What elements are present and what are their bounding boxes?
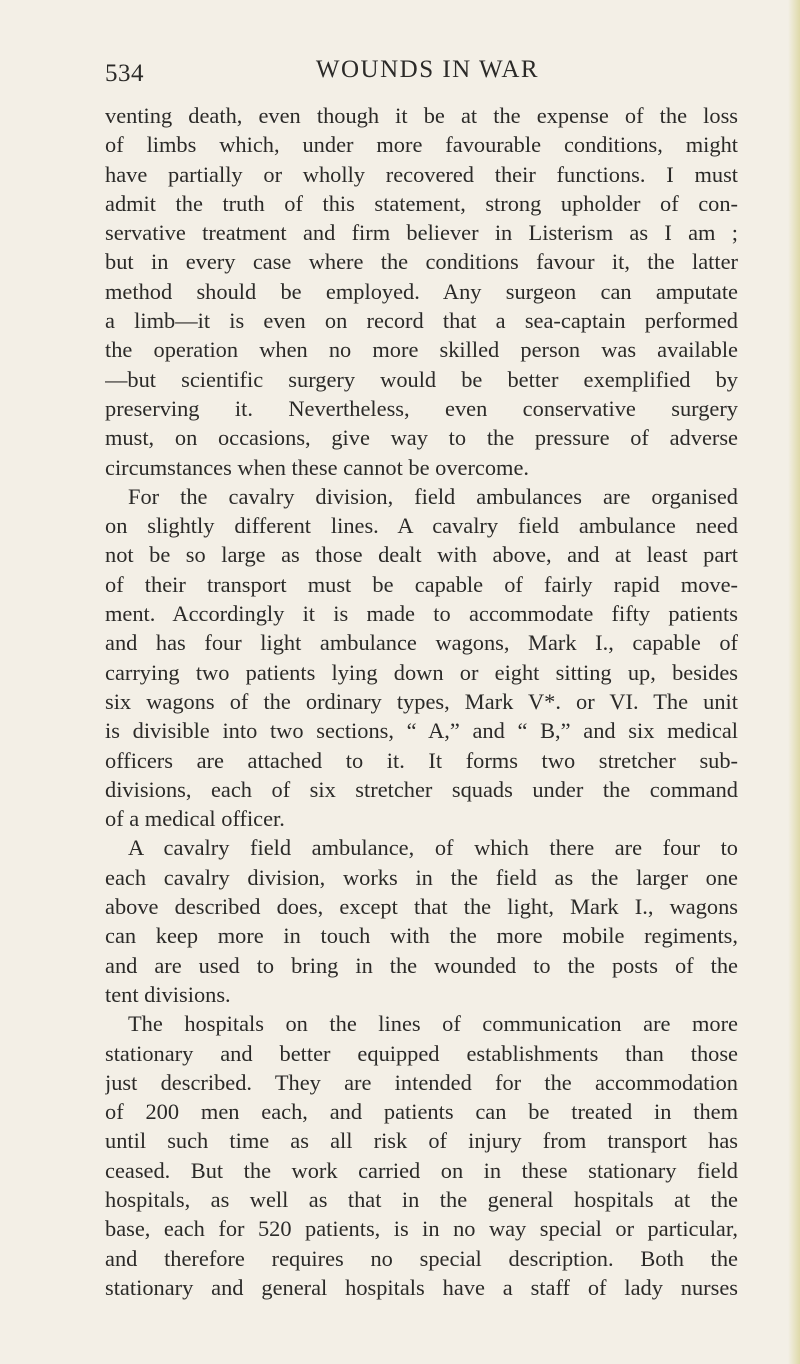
text-line: base, each for 520 patients, is in no way special or particular,: [105, 1216, 738, 1242]
text-line: of limbs which, under more favourable conditions, might: [105, 132, 738, 158]
text-line: not be so large as those dealt with above, and at least part: [105, 542, 738, 568]
text-line: the operation when no more skilled person was available: [105, 337, 738, 363]
paragraph-end-line: tent divisions.: [105, 981, 231, 1007]
text-line: on slightly different lines. A cavalry field ambulance need: [105, 513, 738, 539]
page-header: [105, 56, 738, 96]
text-line: preserving it. Nevertheless, even conservative surgery: [105, 395, 738, 421]
text-line: a limb—it is even on record that a sea-captain performed: [105, 308, 738, 334]
paragraph-start-line: A cavalry field ambulance, of which there are four to: [128, 835, 738, 861]
text-line: and therefore requires no special description. Both the: [105, 1245, 738, 1271]
text-line: must, on occasions, give way to the pressure of adverse: [105, 425, 738, 451]
text-line: stationary and general hospitals have a staff of lady nurses: [105, 1274, 738, 1300]
text-line: have partially or wholly recovered their functions. I must: [105, 161, 738, 187]
text-line: until such time as all risk of injury from transport has: [105, 1128, 738, 1154]
text-line: ceased. But the work carried on in these stationary field: [105, 1157, 738, 1183]
text-line: but in every case where the conditions favour it, the latter: [105, 249, 738, 275]
paragraph-start-line: For the cavalry division, field ambulances are organised: [128, 483, 738, 509]
text-line: officers are attached to it. It forms two stretcher sub-: [105, 747, 738, 773]
text-line: hospitals, as well as that in the general hospitals at the: [105, 1186, 738, 1212]
paragraph-end-line: of a medical officer.: [105, 806, 285, 832]
text-line: divisions, each of six stretcher squads under the command: [105, 776, 738, 802]
text-line: above described does, except that the light, Mark I., wagons: [105, 894, 738, 920]
text-line: is divisible into two sections, “ A,” and “ B,” and six medical: [105, 718, 738, 744]
paragraph-end-line: circumstances when these cannot be overcome.: [105, 454, 530, 480]
text-line: carrying two patients lying down or eight sitting up, besides: [105, 659, 738, 685]
text-line: can keep more in touch with the more mobile regiments,: [105, 923, 738, 949]
page-number: 534: [105, 60, 144, 87]
body-text: [105, 101, 738, 1302]
text-line: of 200 men each, and patients can be treated in them: [105, 1099, 738, 1125]
text-line: servative treatment and firm believer in Listerism as I am ;: [105, 220, 738, 246]
text-line: —but scientific surgery would be better exemplified by: [105, 366, 738, 392]
text-line: stationary and better equipped establishments than those: [105, 1040, 738, 1066]
text-line: venting death, even though it be at the expense of the loss: [105, 103, 738, 128]
text-line: admit the truth of this statement, strong upholder of con-: [105, 190, 738, 216]
page-edge-shading: [788, 0, 800, 1364]
text-line: and has four light ambulance wagons, Mark I., capable of: [105, 630, 738, 656]
running-head: WOUNDS IN WAR: [315, 56, 540, 83]
text-line: and are used to bring in the wounded to the posts of the: [105, 952, 738, 978]
paragraph-start-line: The hospitals on the lines of communication are more: [128, 1011, 738, 1037]
text-line: just described. They are intended for the accommodation: [105, 1069, 738, 1095]
text-line: method should be employed. Any surgeon can amputate: [105, 278, 738, 304]
text-line: six wagons of the ordinary types, Mark V*. or VI. The unit: [105, 688, 738, 714]
text-line: each cavalry division, works in the field as the larger one: [105, 864, 738, 890]
text-line: ment. Accordingly it is made to accommodate fifty patients: [105, 601, 738, 627]
text-line: of their transport must be capable of fairly rapid move-: [105, 571, 738, 597]
